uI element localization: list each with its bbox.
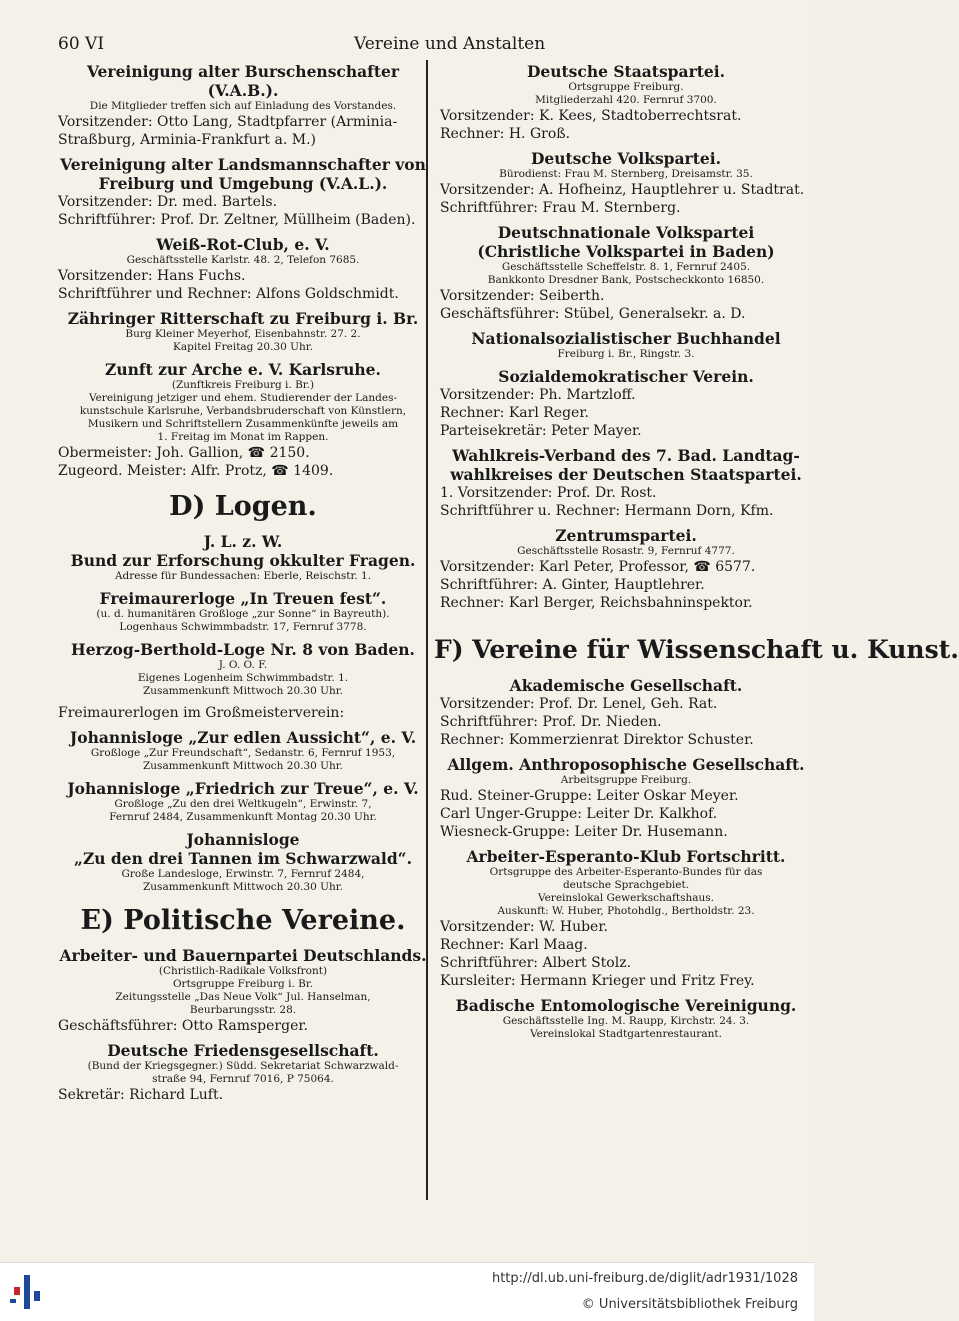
entry-detail: J. O. O. F. bbox=[218, 659, 268, 671]
entry-detail: Mitgliederzahl 420. Fernruf 3700. bbox=[535, 94, 717, 106]
entry-block bbox=[58, 1041, 428, 1104]
entry-detail: Eigenes Logenheim Schwimmbadstr. 1. bbox=[137, 672, 349, 684]
section-heading: D) Logen. bbox=[169, 491, 317, 522]
entry-heading: Zentrumspartei. bbox=[555, 526, 697, 545]
entry-detail: straße 94, Fernruf 7016, P 75064. bbox=[152, 1073, 334, 1085]
entry-detail: Geschäftsstelle Scheffelstr. 8. 1, Fernruf 2405. bbox=[501, 261, 751, 273]
right-column bbox=[434, 62, 959, 1047]
entry-block bbox=[440, 996, 812, 1041]
entry-line: Schriftführer: Albert Stolz. bbox=[440, 955, 632, 971]
entry-line: Schriftführer: Frau M. Sternberg. bbox=[440, 200, 681, 216]
entry-block bbox=[440, 755, 812, 841]
entry-block bbox=[58, 640, 428, 698]
entry-line: Vorsitzender: Prof. Dr. Lenel, Geh. Rat. bbox=[440, 696, 718, 712]
entry-line: Vorsitzender: Karl Peter, Professor, ☎ 6577. bbox=[440, 559, 756, 575]
entry-heading: Zunft zur Arche e. V. Karlsruhe. bbox=[105, 360, 381, 379]
entry-heading: Allgem. Anthroposophische Gesellschaft. bbox=[447, 755, 805, 774]
entry-detail: Große Landesloge, Erwinstr. 7, Fernruf 2484, bbox=[121, 868, 365, 880]
entry-detail: (Zunftkreis Freiburg i. Br.) bbox=[171, 379, 315, 391]
entry-heading: Freimaurerloge „In Treuen fest“. bbox=[99, 589, 387, 608]
entry-heading: Johannisloge „Friedrich zur Treue“, e. V. bbox=[67, 779, 419, 798]
entry-heading: Johannisloge bbox=[186, 830, 300, 849]
section-heading: F) Vereine für Wissenschaft u. Kunst. bbox=[434, 635, 959, 664]
entry-line: Vorsitzender: Seiberth. bbox=[440, 288, 605, 304]
entry-line: Rechner: H. Groß. bbox=[440, 126, 571, 142]
entry-line: Schriftführer: A. Ginter, Hauptlehrer. bbox=[440, 577, 705, 593]
entry-line: Obermeister: Joh. Gallion, ☎ 2150. bbox=[58, 445, 310, 461]
entry-block bbox=[58, 728, 428, 773]
entry-detail: Zusammenkunft Mittwoch 20.30 Uhr. bbox=[143, 685, 343, 697]
entry-line: Rechner: Karl Reger. bbox=[440, 405, 589, 421]
entry-heading: Deutsche Staatspartei. bbox=[526, 62, 726, 81]
entry-heading: Deutsche Friedensgesellschaft. bbox=[107, 1041, 379, 1060]
entry-heading: Badische Entomologische Vereinigung. bbox=[455, 996, 797, 1015]
entry-detail: Großloge „Zur Freundschaft“, Sedanstr. 6, Fernruf 1953, bbox=[90, 747, 396, 759]
entry-detail: Geschäftsstelle Rosastr. 9, Fernruf 4777. bbox=[517, 545, 735, 557]
entry-block bbox=[58, 235, 428, 303]
entry-detail: Logenhaus Schwimmbadstr. 17, Fernruf 3778. bbox=[119, 621, 367, 633]
entry-detail: Kapitel Freitag 20.30 Uhr. bbox=[173, 341, 313, 353]
entry-heading: Johannisloge „Zur edlen Aussicht“, e. V. bbox=[69, 728, 417, 747]
entry-line: Schriftführer u. Rechner: Hermann Dorn, Kfm. bbox=[440, 503, 774, 519]
entry-line: Vorsitzender: K. Kees, Stadtoberrechtsrat. bbox=[440, 108, 742, 124]
entry-detail: Geschäftsstelle Karlstr. 48. 2, Telefon 7685. bbox=[126, 254, 360, 266]
page-header bbox=[58, 34, 784, 58]
entry-block bbox=[440, 329, 812, 361]
entry-line: Vorsitzender: W. Huber. bbox=[440, 919, 608, 935]
entry-block bbox=[58, 309, 428, 354]
entry-detail: Musikern und Schriftstellern Zusammenkünfte jeweils am bbox=[87, 418, 399, 430]
running-title: Vereine und Anstalten bbox=[354, 34, 546, 54]
entry-line: Freimaurerlogen im Großmeisterverein: bbox=[58, 705, 345, 721]
entry-block bbox=[440, 149, 812, 217]
entry-detail: (Christlich-Radikale Volksfront) bbox=[158, 965, 328, 977]
entry-detail: kunstschule Karlsruhe, Verbandsbruderschaft von Künstlern, bbox=[79, 405, 407, 417]
entry-line: Straßburg, Arminia-Frankfurt a. M.) bbox=[58, 132, 316, 148]
entry-line: Schriftführer: Prof. Dr. Nieden. bbox=[440, 714, 662, 730]
entry-detail: Arbeitsgruppe Freiburg. bbox=[560, 774, 692, 786]
entry-line: Rud. Steiner-Gruppe: Leiter Oskar Meyer. bbox=[440, 788, 739, 804]
library-logo-icon bbox=[10, 1275, 46, 1309]
entry-heading: Wahlkreis-Verband des 7. Bad. Landtag- bbox=[452, 446, 800, 465]
entry-detail: Auskunft: W. Huber, Photohdlg., Bertholdstr. 23. bbox=[497, 905, 755, 917]
entry-detail: Freiburg i. Br., Ringstr. 3. bbox=[557, 348, 695, 360]
entry-line: Rechner: Karl Maag. bbox=[440, 937, 588, 953]
entry-heading: Herzog-Berthold-Loge Nr. 8 von Baden. bbox=[71, 640, 415, 659]
entry-line: Schriftführer und Rechner: Alfons Goldschmidt. bbox=[58, 286, 399, 302]
entry-heading: Bund zur Erforschung okkulter Fragen. bbox=[70, 551, 416, 570]
entry-line: Kursleiter: Hermann Krieger und Fritz Frey. bbox=[440, 973, 755, 989]
entry-detail: Vereinigung jetziger und ehem. Studierender der Landes- bbox=[88, 392, 398, 404]
entry-detail: 1. Freitag im Monat im Rappen. bbox=[157, 431, 329, 443]
entry-detail: Burg Kleiner Meyerhof, Eisenbahnstr. 27. 2. bbox=[125, 328, 361, 340]
entry-block bbox=[440, 446, 812, 520]
copyright-text: © Universitätsbibliothek Freiburg bbox=[581, 1297, 798, 1312]
entry-block bbox=[440, 526, 812, 612]
entry-heading: Weiß-Rot-Club, e. V. bbox=[156, 235, 330, 254]
entry-heading: Vereinigung alter Burschenschafter (V.A.B.). bbox=[86, 62, 400, 100]
entry-detail: Ortsgruppe des Arbeiter-Esperanto-Bundes für das bbox=[489, 866, 763, 878]
entry-heading: Arbeiter- und Bauernpartei Deutschlands. bbox=[59, 946, 427, 965]
entry-detail: Beurbarungsstr. 28. bbox=[189, 1004, 297, 1016]
entry-detail: Großloge „Zu den drei Weltkugeln“, Erwinstr. 7, bbox=[114, 798, 372, 810]
entry-heading: Deutsche Volkspartei. bbox=[530, 149, 722, 168]
entry-heading: Vereinigung alter Landsmannschafter von bbox=[60, 155, 426, 174]
entry-heading: Deutschnationale Volkspartei bbox=[497, 223, 755, 242]
entry-line: Vorsitzender: A. Hofheinz, Hauptlehrer u. Stadtrat. bbox=[440, 182, 805, 198]
entry-heading: Nationalsozialistischer Buchhandel bbox=[471, 329, 781, 348]
entry-block bbox=[58, 589, 428, 634]
entry-detail: Geschäftsstelle Ing. M. Raupp, Kirchstr. 24. 3. bbox=[502, 1015, 750, 1027]
entry-detail: Zusammenkunft Mittwoch 20.30 Uhr. bbox=[143, 881, 343, 893]
entry-line: Schriftführer: Prof. Dr. Zeltner, Müllheim (Baden). bbox=[58, 212, 416, 228]
entry-detail: deutsche Sprachgebiet. bbox=[562, 879, 690, 891]
entry-line: Carl Unger-Gruppe: Leiter Dr. Kalkhof. bbox=[440, 806, 718, 822]
permalink-link[interactable]: http://dl.ub.uni-freiburg.de/diglit/adr1931/1028 bbox=[491, 1271, 798, 1286]
entry-line: Sekretär: Richard Luft. bbox=[58, 1087, 224, 1103]
entry-heading: „Zu den drei Tannen im Schwarzwald“. bbox=[74, 849, 412, 868]
left-column bbox=[58, 62, 428, 1110]
entry-block bbox=[58, 704, 428, 722]
entry-line: Zugeord. Meister: Alfr. Protz, ☎ 1409. bbox=[58, 463, 334, 479]
entry-detail: Ortsgruppe Freiburg i. Br. bbox=[172, 978, 314, 990]
entry-block bbox=[58, 532, 428, 583]
entry-heading: J. L. z. W. bbox=[203, 532, 283, 551]
entry-heading: Sozialdemokratischer Verein. bbox=[498, 367, 754, 386]
entry-line: Rechner: Karl Berger, Reichsbahninspektor. bbox=[440, 595, 753, 611]
entry-block bbox=[440, 62, 812, 143]
entry-block bbox=[58, 155, 428, 229]
entry-block bbox=[58, 830, 428, 894]
entry-detail: Bürodienst: Frau M. Sternberg, Dreisamstr. 35. bbox=[499, 168, 753, 180]
entry-block bbox=[58, 62, 428, 149]
entry-detail: Fernruf 2484, Zusammenkunft Montag 20.30 Uhr. bbox=[109, 811, 377, 823]
entry-heading: Arbeiter-Esperanto-Klub Fortschritt. bbox=[466, 847, 786, 866]
entry-line: Parteisekretär: Peter Mayer. bbox=[440, 423, 642, 439]
entry-block bbox=[440, 676, 812, 749]
section-heading: E) Politische Vereine. bbox=[80, 905, 406, 936]
entry-detail: (u. d. humanitären Großloge „zur Sonne“ in Bayreuth). bbox=[96, 608, 390, 620]
entry-block bbox=[58, 946, 428, 1035]
entry-line: Wiesneck-Gruppe: Leiter Dr. Husemann. bbox=[440, 824, 728, 840]
entry-detail: (Bund der Kriegsgegner.) Südd. Sekretariat Schwarzwald- bbox=[87, 1060, 399, 1072]
entry-block bbox=[440, 223, 812, 323]
entry-line: Geschäftsführer: Stübel, Generalsekr. a. D. bbox=[440, 306, 746, 322]
entry-detail: Ortsgruppe Freiburg. bbox=[568, 81, 684, 93]
entry-block bbox=[58, 360, 428, 480]
entry-line: Geschäftsführer: Otto Ramsperger. bbox=[58, 1018, 308, 1034]
entry-detail: Adresse für Bundessachen: Eberle, Reischstr. 1. bbox=[114, 570, 372, 582]
entry-line: Vorsitzender: Hans Fuchs. bbox=[58, 268, 246, 284]
entry-detail: Vereinslokal Gewerkschaftshaus. bbox=[537, 892, 715, 904]
entry-line: Vorsitzender: Dr. med. Bartels. bbox=[58, 194, 278, 210]
entry-detail: Vereinslokal Stadtgartenrestaurant. bbox=[530, 1028, 722, 1040]
entry-line: Vorsitzender: Ph. Martzloff. bbox=[440, 387, 636, 403]
entry-heading: Zähringer Ritterschaft zu Freiburg i. Br. bbox=[67, 309, 419, 328]
entry-line: Rechner: Kommerzienrat Direktor Schuster. bbox=[440, 732, 754, 748]
page-number: 60 VI bbox=[58, 34, 105, 54]
entry-block bbox=[58, 779, 428, 824]
entry-detail: Zusammenkunft Mittwoch 20.30 Uhr. bbox=[143, 760, 343, 772]
footer-bar bbox=[0, 1262, 814, 1321]
entry-heading: Akademische Gesellschaft. bbox=[509, 676, 743, 695]
entry-heading: Freiburg und Umgebung (V.A.L.). bbox=[98, 174, 388, 193]
entry-detail: Die Mitglieder treffen sich auf Einladung des Vorstandes. bbox=[89, 100, 397, 112]
entry-detail: Zeitungsstelle „Das Neue Volk“ Jul. Hanselman, bbox=[115, 991, 371, 1003]
entry-detail: Bankkonto Dresdner Bank, Postscheckkonto 16850. bbox=[487, 274, 765, 286]
entry-block bbox=[440, 847, 812, 990]
entry-heading: wahlkreises der Deutschen Staatspartei. bbox=[450, 465, 802, 484]
entry-line: 1. Vorsitzender: Prof. Dr. Rost. bbox=[440, 485, 657, 501]
entry-block bbox=[440, 367, 812, 440]
entry-line: Vorsitzender: Otto Lang, Stadtpfarrer (Arminia- bbox=[58, 114, 398, 130]
entry-heading: (Christliche Volkspartei in Baden) bbox=[477, 242, 775, 261]
